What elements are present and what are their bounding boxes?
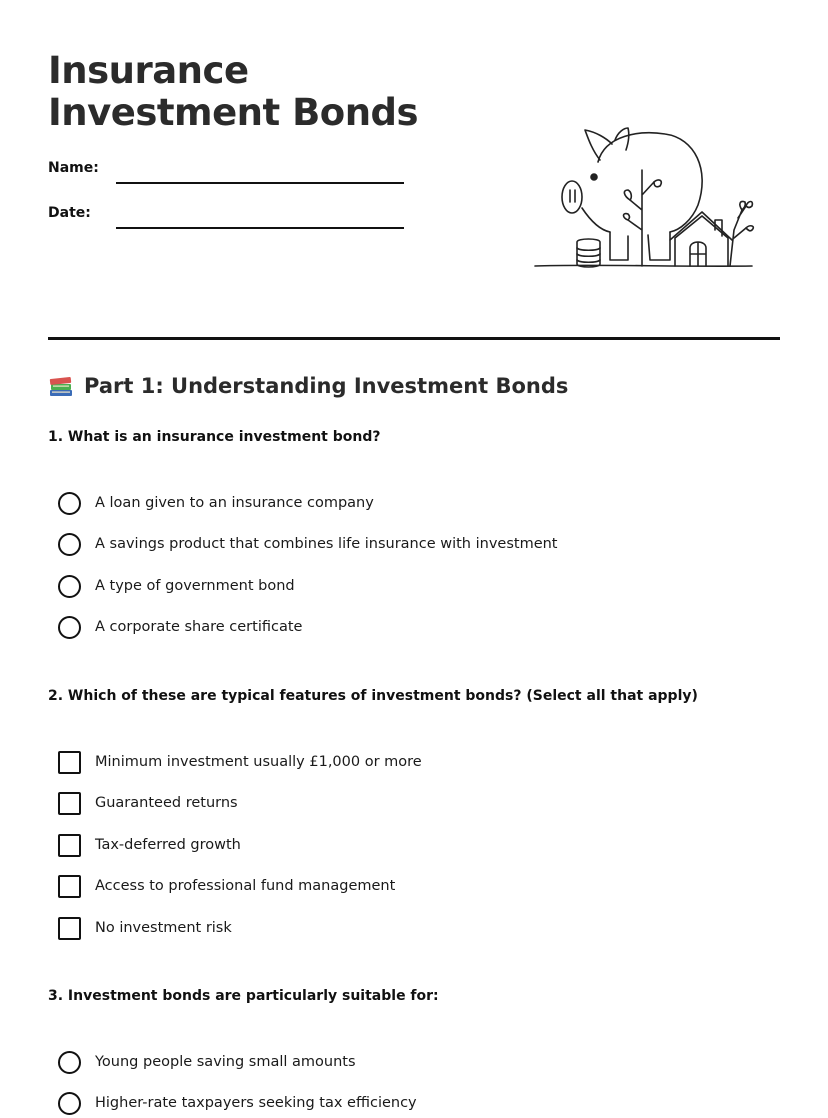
q2-option-1[interactable] <box>58 750 422 774</box>
date-label: Date: <box>48 205 91 221</box>
date-input-line[interactable] <box>116 227 404 229</box>
q1-option-3[interactable] <box>58 574 295 598</box>
option-label: A corporate share certificate <box>95 619 303 635</box>
date-field <box>48 205 408 235</box>
books-icon <box>48 374 74 398</box>
q2-option-2[interactable] <box>58 791 238 815</box>
q2-option-5[interactable] <box>58 916 232 940</box>
q2-option-3[interactable] <box>58 833 241 857</box>
option-label: A loan given to an insurance company <box>95 495 374 511</box>
section-divider <box>48 337 780 340</box>
option-label: Young people saving small amounts <box>95 1054 356 1070</box>
checkbox[interactable] <box>58 875 81 898</box>
option-label: Guaranteed returns <box>95 795 238 811</box>
option-label: Access to professional fund management <box>95 878 396 894</box>
page-title: Insurance Investment Bonds <box>48 49 419 134</box>
checkbox[interactable] <box>58 834 81 857</box>
question-3: 3. Investment bonds are particularly suitable for: <box>48 988 439 1004</box>
name-input-line[interactable] <box>116 182 404 184</box>
checkbox[interactable] <box>58 917 81 940</box>
q3-option-1[interactable] <box>58 1050 356 1074</box>
q1-option-1[interactable] <box>58 491 374 515</box>
option-label: Minimum investment usually £1,000 or more <box>95 754 422 770</box>
q1-option-4[interactable] <box>58 615 302 639</box>
option-label: Higher-rate taxpayers seeking tax efficiency <box>95 1095 417 1111</box>
piggy-bank-illustration <box>530 120 760 280</box>
section-title: Part 1: Understanding Investment Bonds <box>84 374 569 398</box>
radio-button[interactable] <box>58 492 81 515</box>
q1-option-2[interactable] <box>58 532 558 556</box>
option-label: A type of government bond <box>95 578 295 594</box>
option-label: No investment risk <box>95 920 232 936</box>
radio-button[interactable] <box>58 1092 81 1115</box>
option-label: Tax-deferred growth <box>95 837 241 853</box>
question-2: 2. Which of these are typical features of investment bonds? (Select all that apply) <box>48 688 698 704</box>
radio-button[interactable] <box>58 1051 81 1074</box>
checkbox[interactable] <box>58 792 81 815</box>
name-field <box>48 160 408 190</box>
q3-option-2[interactable] <box>58 1091 417 1115</box>
q2-option-4[interactable] <box>58 874 395 898</box>
name-label: Name: <box>48 160 99 176</box>
checkbox[interactable] <box>58 751 81 774</box>
radio-button[interactable] <box>58 533 81 556</box>
radio-button[interactable] <box>58 616 81 639</box>
radio-button[interactable] <box>58 575 81 598</box>
question-1: 1. What is an insurance investment bond? <box>48 429 381 445</box>
option-label: A savings product that combines life insurance with investment <box>95 536 558 552</box>
section-heading <box>48 374 568 398</box>
